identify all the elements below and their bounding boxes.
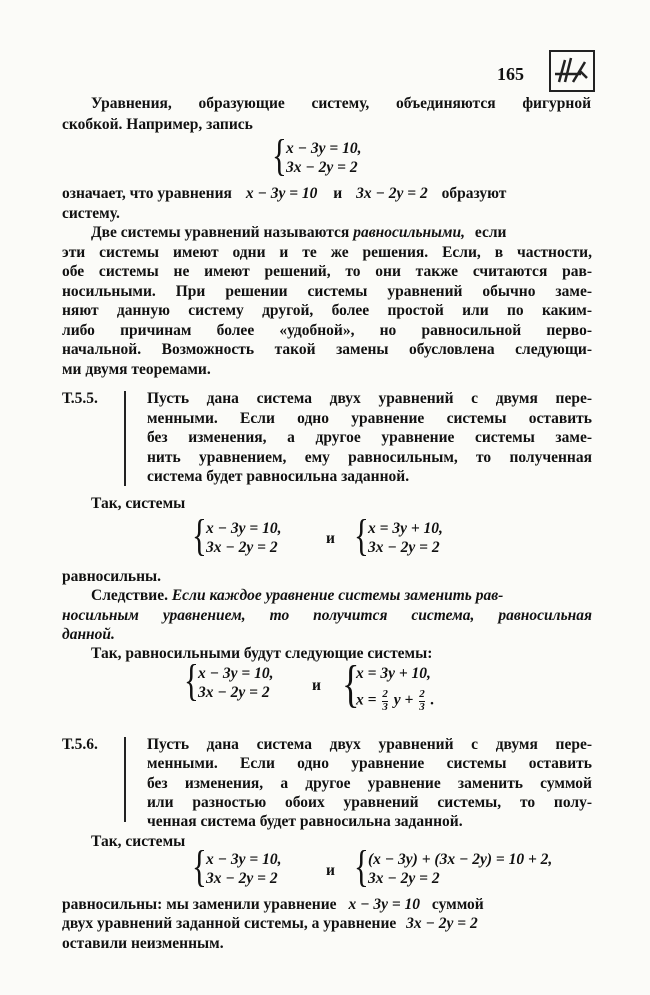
sys1-eq2: 3x − 2y = 2 bbox=[286, 159, 358, 176]
and-2: и bbox=[312, 677, 321, 694]
corollary-line1 bbox=[91, 587, 591, 605]
para2-line2: систему. bbox=[62, 205, 120, 222]
tak-1: Так, системы bbox=[91, 495, 186, 512]
text: и bbox=[333, 185, 343, 202]
t56-line1: Пусть дана система двух уравнений с двумя пере- bbox=[147, 736, 592, 753]
t56-line2: менными. Если одно уравнение системы оставить bbox=[147, 755, 592, 772]
num: 2 bbox=[382, 688, 388, 700]
mid: y + bbox=[393, 691, 414, 709]
brace: { bbox=[342, 656, 360, 713]
text: Две системы уравнений называются bbox=[91, 224, 350, 241]
t55-line4: нить уравнением, ему равносильным, то полученная bbox=[147, 449, 592, 466]
para3-line6: либо причинам более «удобной», но равносильной перво- bbox=[62, 322, 592, 339]
text: образуют bbox=[441, 185, 507, 202]
theorem-5-5-label: Т.5.5. bbox=[62, 390, 98, 407]
term: равносильными, bbox=[353, 224, 465, 241]
period: . bbox=[430, 691, 435, 709]
system-3b bbox=[342, 656, 482, 715]
sys2a-eq1: x − 3y = 10, bbox=[206, 520, 282, 537]
brace: { bbox=[354, 511, 369, 560]
tak-3: Так, системы bbox=[91, 833, 186, 850]
and-3: и bbox=[326, 862, 335, 879]
t55-line1: Пусть дана система двух уравнений с двумя пере- bbox=[147, 390, 592, 407]
t56-line3: без изменения, а другое уравнение заменить суммой bbox=[147, 775, 592, 792]
page-number: 165 bbox=[497, 64, 524, 84]
t55-line2: менными. Если одно уравнение системы оставить bbox=[147, 410, 592, 427]
para1-line1: Уравнения, образующие систему, объединяются фигурной bbox=[91, 95, 591, 112]
sys3a-eq1: x − 3y = 10, bbox=[198, 665, 274, 682]
system-4b bbox=[354, 842, 594, 891]
fraction bbox=[419, 689, 425, 713]
sys3b-eq2 bbox=[356, 689, 434, 713]
para3-line4: носильными. При решении системы уравнений обычно заме- bbox=[62, 283, 592, 300]
theorem-5-6-bar bbox=[124, 737, 126, 822]
publisher-logo bbox=[549, 50, 595, 92]
text: двух уравнений заданной системы, а уравнение bbox=[62, 915, 397, 932]
system-4a bbox=[192, 842, 312, 891]
corollary-text: Если каждое уравнение системы заменить рав- bbox=[171, 587, 504, 604]
t56-line5: ченная система будет равносильна заданной. bbox=[147, 813, 463, 830]
text: если bbox=[474, 224, 507, 241]
text: суммой bbox=[431, 896, 484, 913]
text: означает, что уравнения bbox=[62, 185, 232, 202]
den: 3 bbox=[382, 700, 388, 713]
tak-2: Так, равносильными будут следующие системы: bbox=[91, 645, 433, 662]
sys2a-eq2: 3x − 2y = 2 bbox=[206, 539, 278, 556]
den: 3 bbox=[419, 700, 425, 713]
theorem-5-6-label: Т.5.6. bbox=[62, 736, 98, 753]
brace: { bbox=[272, 131, 287, 180]
para2-line1 bbox=[62, 185, 592, 203]
para3-line3: обе системы не имеют решений, то они также считаются рав- bbox=[62, 263, 592, 280]
sys2b-eq1: x = 3y + 10, bbox=[368, 520, 443, 537]
sys1-eq1: x − 3y = 10, bbox=[286, 140, 362, 157]
corollary-line2: носильным уравнением, то получится система, равносильная bbox=[62, 607, 592, 624]
final-line1 bbox=[62, 896, 592, 914]
text: равносильны: мы заменили уравнение bbox=[62, 896, 337, 913]
system-1 bbox=[272, 131, 392, 180]
num: 2 bbox=[419, 688, 425, 700]
system-3a bbox=[184, 656, 304, 705]
final-line2 bbox=[62, 915, 592, 933]
sys2b-eq2: 3x − 2y = 2 bbox=[368, 539, 440, 556]
sys4b-eq1: (x − 3y) + (3x − 2y) = 10 + 2, bbox=[368, 851, 553, 868]
t55-line5: система будет равносильна заданной. bbox=[147, 468, 410, 485]
para3-line2: эти системы имеют одни и те же решения. Если, в частности, bbox=[62, 244, 592, 261]
brace: { bbox=[354, 842, 369, 891]
brace: { bbox=[184, 656, 199, 705]
lhs: x = bbox=[356, 691, 377, 709]
theorem-5-5-bar bbox=[124, 391, 126, 486]
eq: 3x − 2y = 2 bbox=[356, 185, 428, 202]
and-1: и bbox=[326, 530, 335, 547]
eq: x − 3y = 10 bbox=[245, 185, 318, 202]
ravn-1: равносильны. bbox=[62, 568, 162, 585]
brace: { bbox=[192, 842, 207, 891]
eq: x − 3y = 10 bbox=[348, 896, 421, 913]
system-2a bbox=[192, 511, 312, 560]
t56-line4: или разностью обоих уравнений системы, то полу- bbox=[147, 794, 592, 811]
eq: 3x − 2y = 2 bbox=[406, 915, 478, 932]
sys4b-eq2: 3x − 2y = 2 bbox=[368, 870, 440, 887]
para1-line2: скобкой. Например, запись bbox=[62, 116, 253, 133]
para3-line8: ми двумя теоремами. bbox=[62, 361, 211, 378]
sys4a-eq2: 3x − 2y = 2 bbox=[206, 870, 278, 887]
para3-line1 bbox=[91, 224, 591, 242]
corollary-label: Следствие. bbox=[91, 587, 168, 604]
final-line3: оставили неизменным. bbox=[62, 935, 224, 952]
para3-line5: няют данную систему другой, более простой или по каким- bbox=[62, 302, 592, 319]
para3-line7: начальной. Возможность такой замены обусловлена следующи- bbox=[62, 341, 592, 358]
sys4a-eq1: x − 3y = 10, bbox=[206, 851, 282, 868]
fraction bbox=[382, 689, 388, 713]
system-2b bbox=[354, 511, 484, 560]
sys3a-eq2: 3x − 2y = 2 bbox=[198, 684, 270, 701]
corollary-line3: данной. bbox=[62, 626, 115, 643]
sys3b-eq1: x = 3y + 10, bbox=[356, 665, 431, 682]
t55-line3: без изменения, а другое уравнение системы заме- bbox=[147, 429, 592, 446]
brace: { bbox=[192, 511, 207, 560]
